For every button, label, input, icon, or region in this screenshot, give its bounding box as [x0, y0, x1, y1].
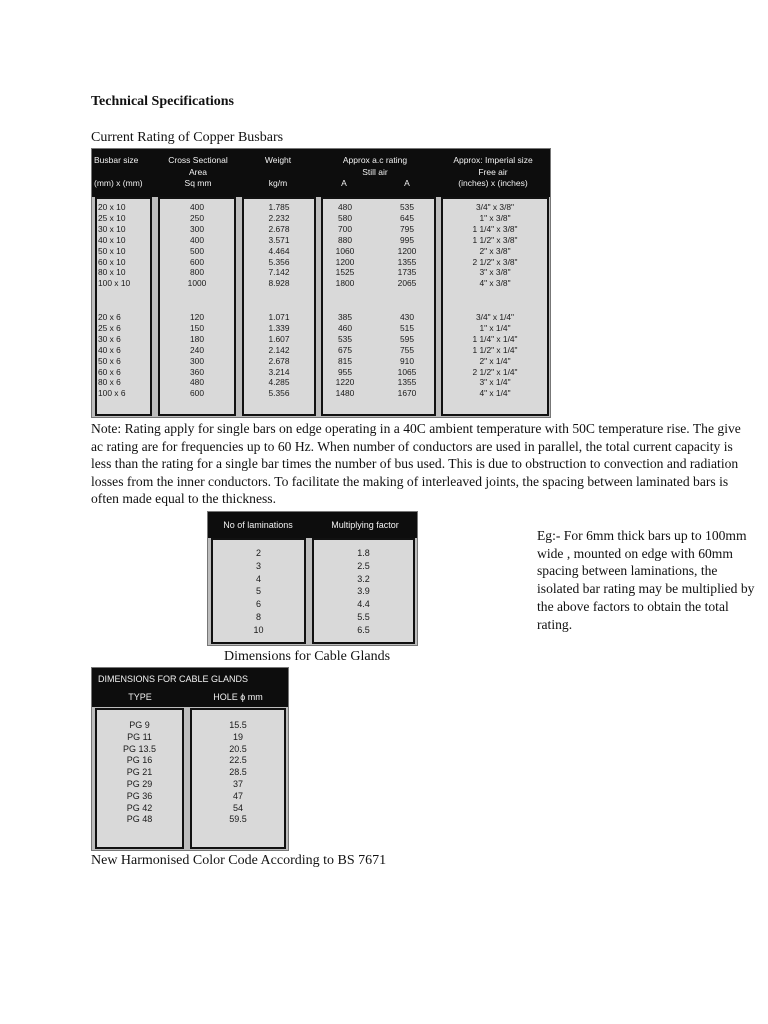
table-cell: 400	[190, 234, 204, 245]
note-paragraph: Note: Rating apply for single bars on edge operating in a 40C ambient temperature with 50C temperature rise. The give ac rating are for frequencies up to 60 Hz. When number of conductors are used in parallel, the total current capacity is less than the rating for a single bar times the number of bus used. This is due to obstruction to convection and radiation losses from the inner conductors. To facilitate the making of interleaved joints, the spacing between laminated bars is often made equal to the thickness.	[91, 421, 741, 506]
table-cell: 180	[190, 333, 204, 344]
glands-caption: Dimensions for Cable Glands	[224, 649, 391, 664]
table-cell: 150	[190, 322, 204, 333]
table-cell: 2065	[397, 278, 417, 289]
table-cell: 2.232	[268, 212, 290, 223]
table-cell: PG 36	[126, 790, 153, 801]
table-cell: PG 42	[126, 802, 153, 813]
table-cell: 1735	[397, 267, 417, 278]
table-cell: 120	[190, 312, 204, 322]
table-cell: 5	[255, 586, 261, 597]
table-cell: 60 x 10	[98, 256, 126, 267]
header-busbar-size: Busbar size	[94, 155, 139, 165]
table-cell: 1200	[335, 256, 355, 267]
table-cell: 240	[190, 344, 204, 355]
table-cell: 2" x 1/4"	[479, 355, 511, 366]
table-cell: 50 x 6	[98, 355, 121, 366]
table-cell: 20 x 10	[98, 202, 126, 212]
table-cell: 8	[255, 612, 261, 622]
table-cell: 675	[338, 344, 352, 355]
table-cell: 1800	[335, 278, 355, 289]
table-cell: 600	[190, 256, 204, 267]
table-cell: 1525	[335, 267, 355, 278]
table-cell: 59.5	[229, 814, 247, 825]
table-cell: PG 11	[127, 731, 152, 742]
table-cell: PG 48	[126, 814, 153, 825]
header-cross-section: Cross Sectional	[168, 155, 228, 165]
table-cell: 2.678	[268, 355, 290, 366]
table-cell: 80 x 10	[98, 267, 126, 278]
busbar-caption: Current Rating of Copper Busbars	[91, 130, 284, 145]
color-code-caption: New Harmonised Color Code According to BS 7671	[91, 853, 387, 868]
table-cell: 955	[338, 366, 352, 377]
header-ac-rating: Approx a.c rating	[342, 155, 408, 165]
table-cell: 5.356	[268, 388, 290, 399]
table-cell: 1670	[397, 388, 417, 399]
table-cell: 1" x 3/8"	[479, 212, 511, 223]
table-cell: 4" x 3/8"	[479, 278, 511, 289]
table-cell: 40 x 6	[98, 344, 121, 355]
table-cell: 535	[400, 202, 414, 212]
table-cell: 2	[255, 548, 261, 558]
cable-glands-table	[91, 667, 289, 851]
header-glands-title: DIMENSIONS FOR CABLE GLANDS	[98, 674, 249, 684]
table-cell: 1 1/4" x 1/4"	[472, 333, 518, 344]
table-cell: PG 9	[129, 720, 150, 730]
table-cell: 50 x 10	[98, 245, 126, 256]
table-cell: PG 16	[126, 755, 153, 766]
table-cell: 22.5	[229, 755, 247, 766]
page-heading: Technical Specifications	[91, 94, 234, 109]
table-cell: 100 x 6	[98, 388, 126, 399]
table-cell: 250	[190, 212, 204, 223]
table-cell: 10	[253, 624, 264, 635]
table-cell: 700	[338, 223, 352, 234]
busbar-rating-table	[91, 148, 551, 418]
table-cell: 100 x 10	[98, 278, 131, 289]
table-cell: 2.5	[357, 560, 370, 571]
table-cell: 40 x 10	[98, 234, 126, 245]
table-cell: 515	[400, 322, 414, 333]
table-cell: 1 1/4" x 3/8"	[472, 223, 518, 234]
table-cell: 37	[232, 779, 243, 789]
table-cell: 2 1/2" x 3/8"	[472, 256, 518, 267]
table-cell: 385	[338, 312, 352, 322]
table-cell: 3.2	[357, 573, 370, 584]
table-cell: PG 13.5	[122, 743, 157, 754]
table-cell: 20.5	[229, 743, 247, 754]
table-cell: 3.9	[357, 586, 370, 597]
table-cell: 54	[232, 802, 243, 813]
table-cell: 3" x 3/8"	[479, 267, 511, 278]
table-cell: 1060	[335, 245, 355, 256]
table-cell: 4.285	[268, 377, 290, 388]
table-cell: 2" x 3/8"	[479, 245, 511, 256]
table-cell: 20 x 6	[98, 312, 121, 322]
busbar-table-header: Busbar size (mm) x (mm) Cross Sectional Area Sq mm Weight kg/m Approx a.c rating Still air A A Approx: Imperial size Free air (inches) x (inches)	[92, 149, 550, 197]
table-cell: 800	[190, 267, 204, 278]
table-cell: 25 x 10	[98, 212, 126, 223]
table-cell: 1 1/2" x 3/8"	[472, 234, 518, 245]
table-cell: 4" x 1/4"	[479, 388, 511, 399]
header-amps-1: A	[341, 178, 347, 188]
table-cell: 795	[400, 223, 414, 234]
table-cell: 1355	[397, 256, 417, 267]
table-cell: 1.607	[268, 333, 290, 344]
table-cell: 1.339	[268, 322, 290, 333]
table-cell: 1065	[397, 366, 417, 377]
table-cell: 47	[232, 790, 243, 801]
table-cell: 430	[400, 312, 414, 322]
table-cell: 4.464	[268, 245, 290, 256]
table-cell: 19	[232, 731, 243, 742]
table-cell: 25 x 6	[98, 322, 121, 333]
table-cell: 4	[255, 573, 261, 584]
table-cell: 2 1/2" x 1/4"	[472, 366, 518, 377]
table-cell: 580	[338, 212, 352, 223]
table-cell: 480	[338, 202, 352, 212]
table-cell: 5.5	[357, 612, 370, 622]
header-amps-2: A	[404, 178, 410, 188]
table-cell: 3.571	[268, 234, 290, 245]
table-cell: 30 x 10	[98, 223, 126, 234]
table-cell: 60 x 6	[98, 366, 121, 377]
table-cell: PG 29	[126, 779, 153, 789]
laminations-table-header	[208, 512, 417, 538]
table-cell: 2.678	[268, 223, 290, 234]
table-cell: PG 21	[126, 767, 153, 778]
table-cell: 6.5	[357, 624, 370, 635]
table-cell: 7.142	[268, 267, 290, 278]
table-cell: 6	[255, 599, 261, 610]
table-cell: 300	[190, 223, 204, 234]
table-cell: 1000	[187, 278, 207, 289]
header-laminations: No of laminations	[223, 520, 293, 530]
table-cell: 535	[338, 333, 352, 344]
table-cell: 5.356	[268, 256, 290, 267]
table-cell: 80 x 6	[98, 377, 121, 388]
laminations-table	[207, 511, 418, 646]
table-cell: 4.4	[357, 599, 370, 610]
table-cell: 600	[190, 388, 204, 399]
table-cell: 645	[400, 212, 414, 223]
table-cell: 8.928	[268, 278, 290, 289]
table-cell: 595	[400, 333, 414, 344]
table-cell: 3/4" x 3/8"	[475, 202, 515, 212]
table-cell: 815	[338, 355, 352, 366]
table-cell: 1200	[397, 245, 417, 256]
table-cell: 995	[400, 234, 414, 245]
table-cell: 1 1/2" x 1/4"	[472, 344, 518, 355]
table-cell: 1.785	[268, 202, 290, 212]
table-cell: 2.142	[268, 344, 290, 355]
table-cell: 460	[338, 322, 352, 333]
header-hole: HOLE ϕ mm	[213, 692, 263, 702]
table-cell: 910	[400, 355, 414, 366]
example-note: Eg:- For 6mm thick bars up to 100mm wide , mounted on edge with 60mm spacing between laminations, the isolated bar rating may be multiplied by the above factors to obtain the total rating.	[537, 528, 755, 632]
table-cell: 1480	[335, 388, 355, 399]
table-cell: 755	[400, 344, 414, 355]
table-cell: 1220	[335, 377, 355, 388]
table-cell: 1.8	[357, 548, 370, 558]
table-cell: 3	[255, 560, 261, 571]
table-cell: 3.214	[268, 366, 290, 377]
table-cell: 3" x 1/4"	[479, 377, 511, 388]
header-type: TYPE	[128, 692, 152, 702]
table-cell: 1355	[397, 377, 417, 388]
table-cell: 300	[190, 355, 204, 366]
table-cell: 360	[190, 366, 204, 377]
table-cell: 15.5	[229, 720, 247, 730]
table-cell: 500	[190, 245, 204, 256]
glands-table-header	[92, 668, 288, 707]
table-cell: 400	[190, 202, 204, 212]
header-weight: Weight	[264, 155, 292, 165]
table-cell: 28.5	[229, 767, 247, 778]
header-multiplying-factor: Multiplying factor	[331, 520, 399, 530]
header-imperial: Approx: Imperial size	[453, 155, 533, 165]
table-cell: 880	[338, 234, 352, 245]
table-cell: 480	[190, 377, 204, 388]
table-cell: 1.071	[268, 312, 290, 322]
table-cell: 1" x 1/4"	[479, 322, 511, 333]
table-cell: 3/4" x 1/4"	[475, 312, 515, 322]
table-cell: 30 x 6	[98, 333, 121, 344]
